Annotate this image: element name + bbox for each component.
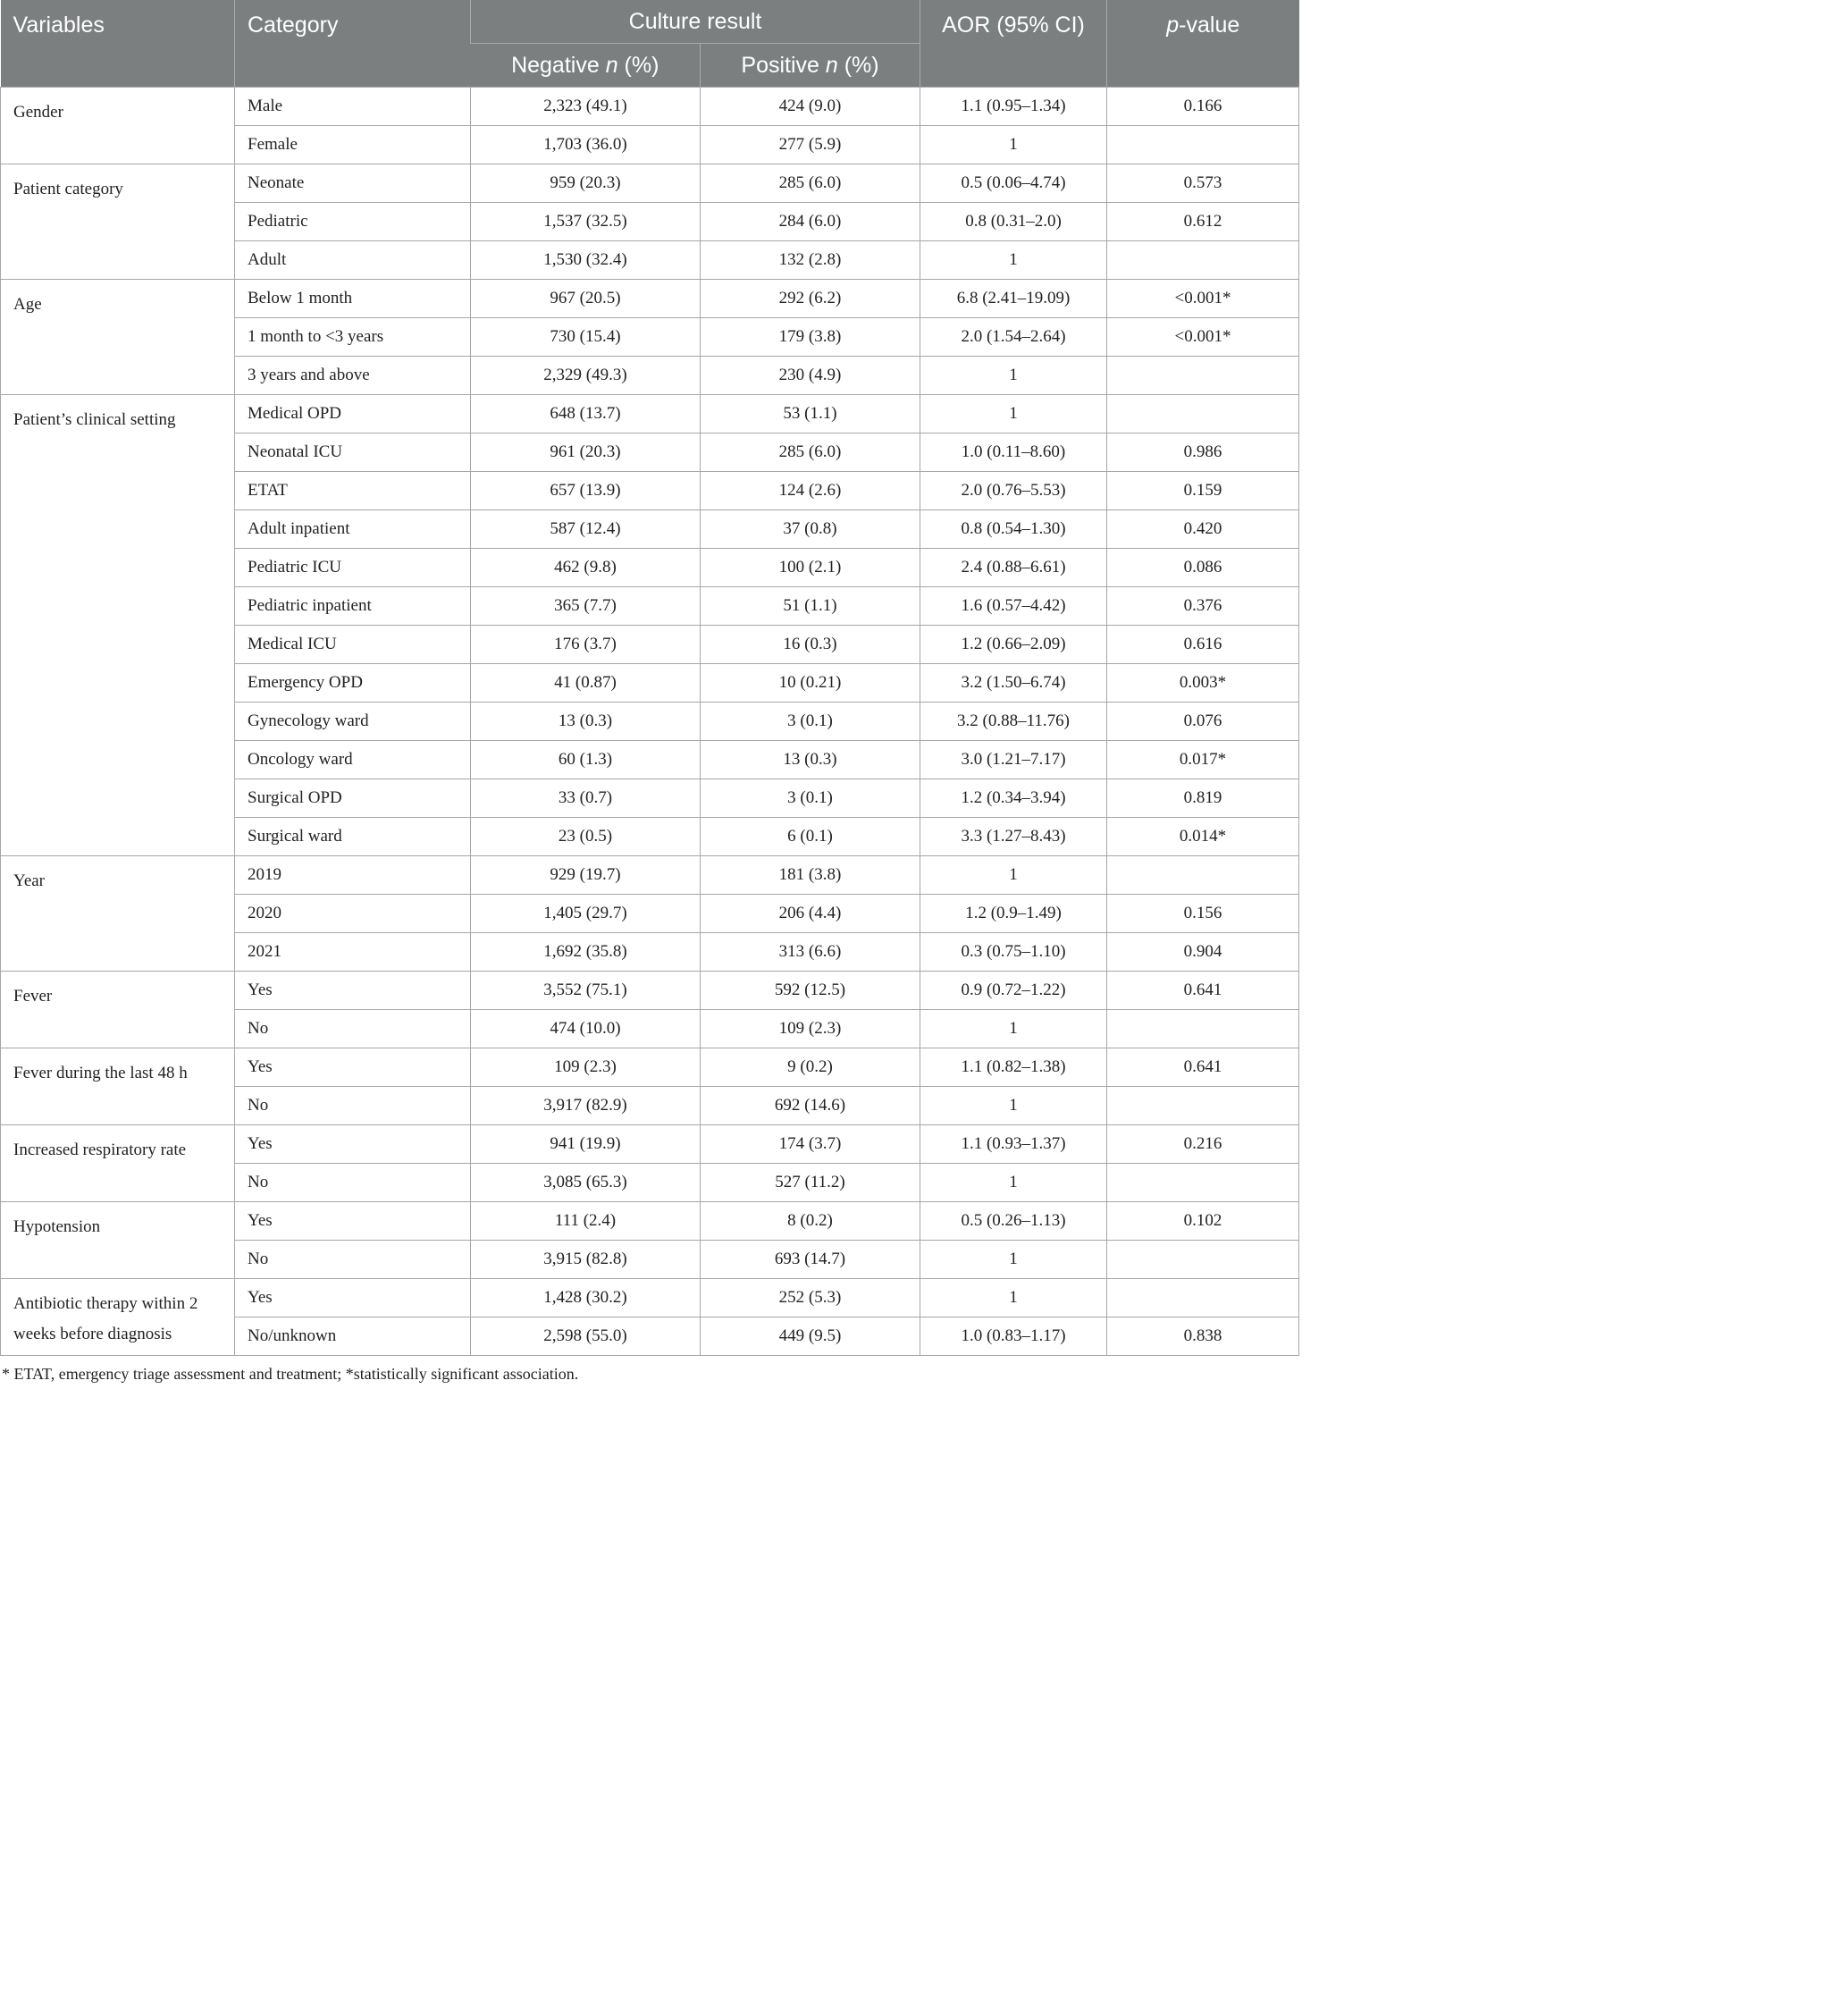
category-cell: Emergency OPD [235,664,471,703]
p-value-cell: 0.986 [1107,434,1299,472]
variable-cell: Year [1,856,235,972]
aor-cell: 1 [920,126,1107,164]
table-row [1,280,1299,318]
aor-cell: 1.2 (0.9–1.49) [920,895,1107,933]
aor-cell: 2.0 (0.76–5.53) [920,472,1107,510]
negative-cell: 2,323 (49.1) [471,88,701,126]
negative-cell: 1,692 (35.8) [471,933,701,972]
p-value-cell: 0.216 [1107,1125,1299,1164]
negative-cell: 33 (0.7) [471,779,701,818]
negative-cell: 959 (20.3) [471,164,701,203]
aor-cell: 1.2 (0.34–3.94) [920,779,1107,818]
negative-cell: 111 (2.4) [471,1202,701,1241]
negative-cell: 961 (20.3) [471,434,701,472]
negative-cell: 1,405 (29.7) [471,895,701,933]
table-body [1,88,1299,1356]
positive-cell: 181 (3.8) [701,856,920,895]
aor-cell: 1 [920,1010,1107,1048]
category-cell: No/unknown [235,1317,471,1356]
p-value-cell: 0.573 [1107,164,1299,203]
positive-cell: 37 (0.8) [701,510,920,549]
variable-cell: Gender [1,88,235,164]
positive-cell: 424 (9.0) [701,88,920,126]
positive-cell: 449 (9.5) [701,1317,920,1356]
p-value-cell: 0.376 [1107,587,1299,626]
negative-cell: 1,530 (32.4) [471,241,701,280]
p-value-cell: 0.159 [1107,472,1299,510]
table-row [1,856,1299,895]
positive-cell: 100 (2.1) [701,549,920,587]
p-value-cell [1107,1164,1299,1202]
positive-cell: 16 (0.3) [701,626,920,664]
category-cell: 1 month to <3 years [235,318,471,357]
header-aor: AOR (95% CI) [920,0,1107,88]
negative-cell: 730 (15.4) [471,318,701,357]
p-value-cell: 0.612 [1107,203,1299,241]
category-cell: Adult inpatient [235,510,471,549]
p-value-cell: 0.819 [1107,779,1299,818]
positive-cell: 51 (1.1) [701,587,920,626]
aor-cell: 1 [920,1164,1107,1202]
aor-cell: 0.5 (0.26–1.13) [920,1202,1107,1241]
table-row [1,1279,1299,1317]
header-positive-pct: (%) [837,52,879,78]
aor-cell: 1.1 (0.95–1.34) [920,88,1107,126]
aor-cell: 1.2 (0.66–2.09) [920,626,1107,664]
p-value-cell: 0.420 [1107,510,1299,549]
aor-cell: 6.8 (2.41–19.09) [920,280,1107,318]
positive-cell: 285 (6.0) [701,434,920,472]
header-negative [471,44,701,88]
p-value-cell: 0.838 [1107,1317,1299,1356]
negative-cell: 941 (19.9) [471,1125,701,1164]
variable-cell: Patient’s clinical setting [1,395,235,856]
p-value-cell: <0.001* [1107,318,1299,357]
aor-cell: 2.4 (0.88–6.61) [920,549,1107,587]
positive-cell: 9 (0.2) [701,1048,920,1087]
aor-cell: 1 [920,241,1107,280]
header-p-rest: -value [1179,13,1240,38]
negative-cell: 3,915 (82.8) [471,1241,701,1279]
aor-cell: 1.1 (0.82–1.38) [920,1048,1107,1087]
category-cell: Pediatric ICU [235,549,471,587]
variable-cell: Age [1,280,235,395]
header-negative-label: Negative [511,52,606,78]
category-cell: Neonate [235,164,471,203]
category-cell: Gynecology ward [235,703,471,741]
aor-cell: 0.8 (0.31–2.0) [920,203,1107,241]
negative-cell: 365 (7.7) [471,587,701,626]
positive-cell: 132 (2.8) [701,241,920,280]
positive-cell: 292 (6.2) [701,280,920,318]
negative-cell: 657 (13.9) [471,472,701,510]
table-row [1,395,1299,434]
positive-cell: 53 (1.1) [701,395,920,434]
p-value-cell: 0.017* [1107,741,1299,779]
aor-cell: 3.0 (1.21–7.17) [920,741,1107,779]
positive-cell: 174 (3.7) [701,1125,920,1164]
negative-cell: 13 (0.3) [471,703,701,741]
aor-cell: 0.5 (0.06–4.74) [920,164,1107,203]
aor-cell: 1 [920,1241,1107,1279]
positive-cell: 277 (5.9) [701,126,920,164]
aor-cell: 1.6 (0.57–4.42) [920,587,1107,626]
aor-cell: 1 [920,1279,1107,1317]
p-value-cell: 0.904 [1107,933,1299,972]
header-positive-n: n [825,52,838,78]
category-cell: 3 years and above [235,357,471,395]
header-positive [701,44,920,88]
category-cell: No [235,1241,471,1279]
aor-cell: 0.9 (0.72–1.22) [920,972,1107,1010]
p-value-cell: 0.641 [1107,972,1299,1010]
aor-cell: 1 [920,357,1107,395]
category-cell: Yes [235,972,471,1010]
negative-cell: 967 (20.5) [471,280,701,318]
positive-cell: 592 (12.5) [701,972,920,1010]
negative-cell: 41 (0.87) [471,664,701,703]
negative-cell: 1,703 (36.0) [471,126,701,164]
positive-cell: 527 (11.2) [701,1164,920,1202]
negative-cell: 474 (10.0) [471,1010,701,1048]
p-value-cell [1107,1241,1299,1279]
negative-cell: 2,598 (55.0) [471,1317,701,1356]
header-p-value [1107,0,1299,88]
p-value-cell [1107,241,1299,280]
variable-cell: Patient category [1,164,235,280]
positive-cell: 206 (4.4) [701,895,920,933]
header-negative-pct: (%) [617,52,659,78]
negative-cell: 1,537 (32.5) [471,203,701,241]
negative-cell: 3,085 (65.3) [471,1164,701,1202]
positive-cell: 285 (6.0) [701,164,920,203]
table-header [1,0,1299,88]
negative-cell: 176 (3.7) [471,626,701,664]
category-cell: 2020 [235,895,471,933]
positive-cell: 692 (14.6) [701,1087,920,1125]
negative-cell: 587 (12.4) [471,510,701,549]
p-value-cell: 0.616 [1107,626,1299,664]
positive-cell: 8 (0.2) [701,1202,920,1241]
p-value-cell: 0.166 [1107,88,1299,126]
variable-cell: Increased respiratory rate [1,1125,235,1202]
variable-cell: Hypotension [1,1202,235,1279]
category-cell: Surgical ward [235,818,471,856]
p-value-cell [1107,856,1299,895]
aor-cell: 3.2 (1.50–6.74) [920,664,1107,703]
variable-cell: Fever [1,972,235,1048]
negative-cell: 60 (1.3) [471,741,701,779]
header-p-italic: p [1166,13,1180,38]
positive-cell: 109 (2.3) [701,1010,920,1048]
aor-cell: 3.3 (1.27–8.43) [920,818,1107,856]
category-cell: Yes [235,1202,471,1241]
category-cell: Yes [235,1279,471,1317]
positive-cell: 124 (2.6) [701,472,920,510]
p-value-cell: 0.076 [1107,703,1299,741]
positive-cell: 313 (6.6) [701,933,920,972]
category-cell: Oncology ward [235,741,471,779]
category-cell: 2019 [235,856,471,895]
negative-cell: 1,428 (30.2) [471,1279,701,1317]
category-cell: Neonatal ICU [235,434,471,472]
category-cell: Yes [235,1048,471,1087]
p-value-cell: 0.014* [1107,818,1299,856]
category-cell: No [235,1087,471,1125]
positive-cell: 6 (0.1) [701,818,920,856]
header-variables: Variables [1,0,235,88]
category-cell: Pediatric inpatient [235,587,471,626]
category-cell: ETAT [235,472,471,510]
header-culture-result: Culture result [471,0,920,44]
table-footnote: * ETAT, emergency triage assessment and treatment; *statistically significant association. [2,1365,579,1383]
positive-cell: 3 (0.1) [701,703,920,741]
header-negative-n: n [605,52,618,78]
p-value-cell [1107,1279,1299,1317]
variable-cell: Fever during the last 48 h [1,1048,235,1125]
p-value-cell [1107,395,1299,434]
aor-cell: 0.8 (0.54–1.30) [920,510,1107,549]
header-positive-label: Positive [741,52,826,78]
aor-cell: 1.0 (0.11–8.60) [920,434,1107,472]
negative-cell: 929 (19.7) [471,856,701,895]
table-row [1,1125,1299,1164]
category-cell: Male [235,88,471,126]
aor-cell: 2.0 (1.54–2.64) [920,318,1107,357]
aor-cell: 1 [920,395,1107,434]
document [0,0,1298,1384]
p-value-cell: 0.086 [1107,549,1299,587]
aor-cell: 0.3 (0.75–1.10) [920,933,1107,972]
category-cell: Adult [235,241,471,280]
aor-cell: 1 [920,1087,1107,1125]
negative-cell: 462 (9.8) [471,549,701,587]
negative-cell: 2,329 (49.3) [471,357,701,395]
positive-cell: 252 (5.3) [701,1279,920,1317]
category-cell: Below 1 month [235,280,471,318]
table-row [1,164,1299,203]
header-category: Category [235,0,471,88]
negative-cell: 3,917 (82.9) [471,1087,701,1125]
aor-cell: 1 [920,856,1107,895]
aor-cell: 3.2 (0.88–11.76) [920,703,1107,741]
p-value-cell: 0.102 [1107,1202,1299,1241]
p-value-cell [1107,1010,1299,1048]
p-value-cell [1107,126,1299,164]
p-value-cell: 0.003* [1107,664,1299,703]
table-row [1,1202,1299,1241]
negative-cell: 648 (13.7) [471,395,701,434]
p-value-cell: <0.001* [1107,280,1299,318]
table-row [1,88,1299,126]
category-cell: Medical OPD [235,395,471,434]
negative-cell: 23 (0.5) [471,818,701,856]
table-row [1,972,1299,1010]
category-cell: Surgical OPD [235,779,471,818]
p-value-cell: 0.641 [1107,1048,1299,1087]
aor-cell: 1.1 (0.93–1.37) [920,1125,1107,1164]
category-cell: Pediatric [235,203,471,241]
p-value-cell [1107,1087,1299,1125]
positive-cell: 13 (0.3) [701,741,920,779]
positive-cell: 693 (14.7) [701,1241,920,1279]
positive-cell: 179 (3.8) [701,318,920,357]
category-cell: Yes [235,1125,471,1164]
category-cell: No [235,1010,471,1048]
positive-cell: 3 (0.1) [701,779,920,818]
aor-cell: 1.0 (0.83–1.17) [920,1317,1107,1356]
category-cell: Female [235,126,471,164]
positive-cell: 10 (0.21) [701,664,920,703]
category-cell: Medical ICU [235,626,471,664]
positive-cell: 230 (4.9) [701,357,920,395]
variable-cell: Antibiotic therapy within 2 weeks before diagnosis [1,1279,235,1356]
table-row [1,1048,1299,1087]
p-value-cell [1107,357,1299,395]
category-cell: No [235,1164,471,1202]
negative-cell: 3,552 (75.1) [471,972,701,1010]
positive-cell: 284 (6.0) [701,203,920,241]
category-cell: 2021 [235,933,471,972]
results-table [0,0,1299,1356]
p-value-cell: 0.156 [1107,895,1299,933]
negative-cell: 109 (2.3) [471,1048,701,1087]
